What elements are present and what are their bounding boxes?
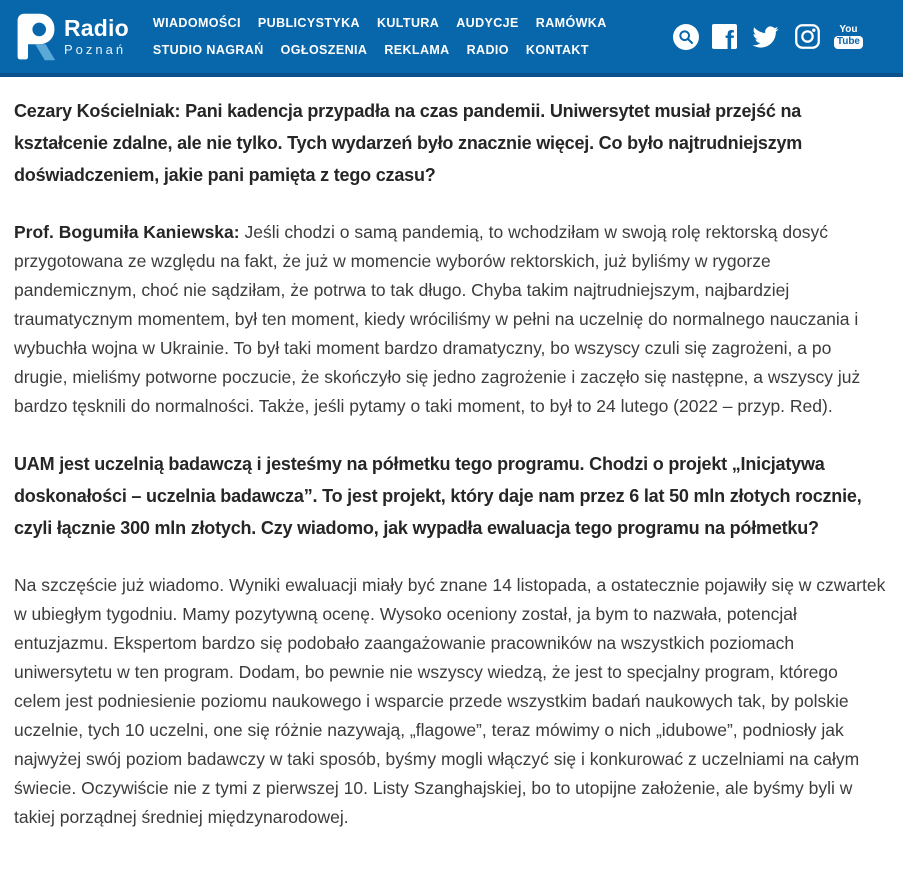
interview-article	[0, 77, 903, 852]
question-2-text: UAM jest uczelnią badawczą i jesteśmy na półmetku tego programu. Chodzi o projekt „Inicjatywa doskonałości – uczelnia badawcza”. To jest projekt, który daje nam przez 6 lat 50 mln złotych rocznie, czyli łącznie 300 mln złotych. Czy wiadomo, jak wypadła ewaluacja tego programu na półmetku?	[14, 454, 862, 538]
nav-item-kultura[interactable]: KULTURA	[376, 16, 440, 30]
answer-1-text: Jeśli chodzi o samą pandemią, to wchodziłam w swoją rolę rektorską dosyć przygotowana ze względu na fakt, że już w momencie wyborów rektorskich, już byliśmy w rygorze pandemicznym, choć nie sądziłam, że potrwa to tak długo. Chyba takim najtrudniejszym, najbardziej traumatycznym momentem, był ten moment, kiedy wróciliśmy w pełni na uczelnię do normalnego nauczania i wybuchła wojna w Ukrainie. To był taki moment bardzo dramatyczny, bo wszyscy czuli się zagrożeni, a po drugie, mieliśmy potworne poczucie, że skończyło się jedno zagrożenie i zaczęło się następne, a wszyscy już bardzo tęsknili do normalności. Także, jeśli pytamy o taki moment, to był to 24 lutego (2022 – przyp. Red).	[14, 222, 861, 416]
nav-item-ramowka[interactable]: RAMÓWKA	[535, 16, 607, 30]
interview-answer-2	[14, 571, 889, 832]
magnifier-glyph	[678, 29, 694, 45]
nav-item-publicystyka[interactable]: PUBLICYSTYKA	[257, 16, 360, 30]
youtube-you-label: You	[839, 23, 858, 35]
interview-question-2	[14, 448, 889, 544]
nav-item-ogloszenia[interactable]: OGŁOSZENIA	[280, 43, 368, 57]
youtube-tube-label: Tube	[834, 36, 863, 49]
facebook-f-glyph: f	[725, 25, 734, 49]
header-icon-group	[673, 0, 863, 73]
instagram-icon[interactable]	[794, 23, 821, 50]
nav-item-wiadomosci[interactable]: WIADOMOŚCI	[152, 16, 241, 30]
radio-poznan-logo[interactable]	[0, 0, 129, 73]
answer-2-text: Na szczęście już wiadomo. Wyniki ewaluacji miały być znane 14 listopada, a ostatecznie pojawiły się w czwartek w ubiegłym tygodniu. Mamy pozytywną ocenę. Wysoko oceniony został, ja bym to nazwała, potencjał entuzjazmu. Ekspertom bardzo się podobało zaangażowanie pracowników na wszystkich poziomach uniwersytetu w ten program. Dodam, bo pewnie nie wszyscy wiedzą, że jest to specjalny program, którego celem jest podniesienie poziomu naukowego i wsparcie przede wszystkim badań naukowych tak, by polskie uczelnie, tych 10 uczelni, one się różnie nazywają, „flagowe”, teraz mówimy o nich „idubowe”, podniosły jak najwyżej swój poziom badawczy w taki sposób, byśmy mogli włączyć się i konkurować z uczelniami na całym świecie. Oczywiście nie z tymi z pierwszej 10. Listy Szanghajskiej, bo to utopijne założenie, ale byśmy byli w takiej porządnej średniej międzynarodowej.	[14, 575, 886, 827]
nav-item-kontakt[interactable]: KONTAKT	[525, 43, 589, 57]
nav-item-reklama[interactable]: REKLAMA	[384, 43, 450, 57]
main-nav	[153, 0, 607, 73]
question-1-text: Cezary Kościelniak: Pani kadencja przypadła na czas pandemii. Uniwersytet musiał przejść na kształcenie zdalne, ale nie tylko. Tych wydarzeń było znacznie więcej. Co było najtrudniejszym doświadczeniem, jakie pani pamięta z tego czasu?	[14, 101, 803, 185]
youtube-icon[interactable]	[834, 25, 863, 49]
facebook-icon[interactable]	[712, 24, 737, 49]
answer-1-speaker: Prof. Bogumiła Kaniewska:	[14, 222, 245, 242]
nav-item-studio-nagran[interactable]: STUDIO NAGRAŃ	[152, 43, 264, 57]
nav-item-audycje[interactable]: AUDYCJE	[456, 16, 519, 30]
radio-poznan-r-icon	[16, 12, 56, 62]
search-icon[interactable]	[673, 24, 699, 50]
nav-row-2	[153, 43, 607, 57]
logo-text	[64, 17, 129, 56]
interview-question-1	[14, 95, 889, 191]
interview-answer-1	[14, 218, 889, 421]
logo-title: Radio	[64, 15, 129, 41]
twitter-icon[interactable]	[750, 24, 781, 50]
logo-subtitle: Poznań	[64, 42, 127, 57]
nav-item-radio[interactable]: RADIO	[466, 43, 509, 57]
nav-row-1	[153, 16, 607, 30]
site-header	[0, 0, 903, 77]
